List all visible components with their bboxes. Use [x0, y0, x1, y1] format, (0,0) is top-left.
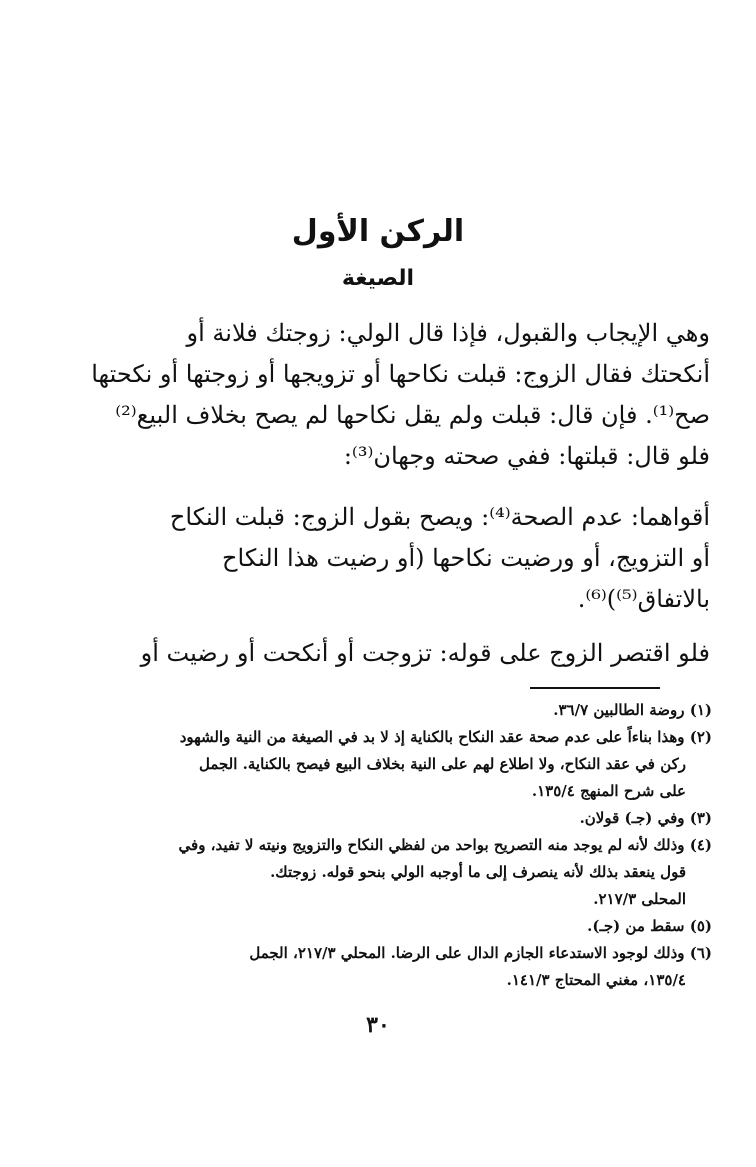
paragraph-1 [91, 313, 710, 477]
footnote-4 [100, 832, 712, 913]
footnote-line: (٣) وفي (جـ) قولان. [579, 809, 712, 827]
paragraph-line: أقواهما: عدم الصحة⁽⁴⁾: ويصح بقول الزوج: قبلت النكاح [169, 503, 710, 531]
footnote-line: المحلى ٢١٧/٣. [593, 890, 686, 908]
footnote-line: (٥) سقط من (جـ). [587, 917, 712, 935]
footnote-3 [100, 805, 712, 832]
footnote-line: (٦) وذلك لوجود الاستدعاء الجازم الدال على الرضا. المحلي ٢١٧/٣، الجمل [249, 944, 712, 962]
footnote-6 [100, 940, 712, 994]
footnote-line: ركن في عقد النكاح، ولا اطلاع لهم على النية بخلاف البيع فيصح بالكناية. الجمل [198, 755, 686, 773]
paragraph-line: صح⁽¹⁾. فإن قال: قبلت ولم يقل نكاحها لم يصح بخلاف البيع⁽²⁾ [115, 401, 710, 429]
paragraph-line: بالاتفاق⁽⁵⁾)⁽⁶⁾. [577, 585, 710, 613]
footnotes [100, 697, 712, 994]
footnote-separator [530, 687, 660, 689]
footnote-line: (١) روضة الطالبين ٣٦/٧. [553, 701, 712, 719]
paragraph-line: أو التزويج، أو ورضيت نكاحها (أو رضيت هذا النكاح [222, 544, 710, 572]
footnote-line: (٤) وذلك لأنه لم يوجد منه التصريح بواحد من لفظي النكاح والتزويج ونيته لا تفيد، وفي [178, 836, 712, 854]
section-title: الصيغة [341, 266, 415, 291]
paragraph-line: وهي الإيجاب والقبول، فإذا قال الولي: زوجتك فلانة أو [186, 319, 710, 347]
paragraph-line: فلو قال: قبلتها: ففي صحته وجهان⁽³⁾: [343, 442, 710, 470]
page-number: ٣٠ [366, 1012, 390, 1038]
footnote-1 [100, 697, 712, 724]
paragraph-2 [100, 497, 710, 620]
paragraph-3 [100, 633, 710, 674]
chapter-title: الركن الأول [291, 214, 465, 249]
paragraph-line: فلو اقتصر الزوج على قوله: تزوجت أو أنكحت أو رضيت أو [140, 639, 710, 667]
footnote-line: على شرح المنهج ١٣٥/٤. [531, 782, 686, 800]
footnote-line: ١٣٥/٤، مغني المحتاج ١٤١/٣. [506, 971, 686, 989]
footnote-line: قول ينعقد بذلك لأنه ينصرف إلى ما أوجبه الولي بنحو قوله. زوجتك. [270, 863, 686, 881]
footnote-line: (٢) وهذا بناءاً على عدم صحة عقد النكاح بالكناية إذ لا بد في الصيغة من النية والشهود [179, 728, 712, 746]
footnote-5 [100, 913, 712, 940]
paragraph-line: أنكحتك فقال الزوج: قبلت نكاحها أو تزويجها أو زوجتها أو نكحتها [91, 360, 710, 388]
footnote-2 [100, 724, 712, 805]
